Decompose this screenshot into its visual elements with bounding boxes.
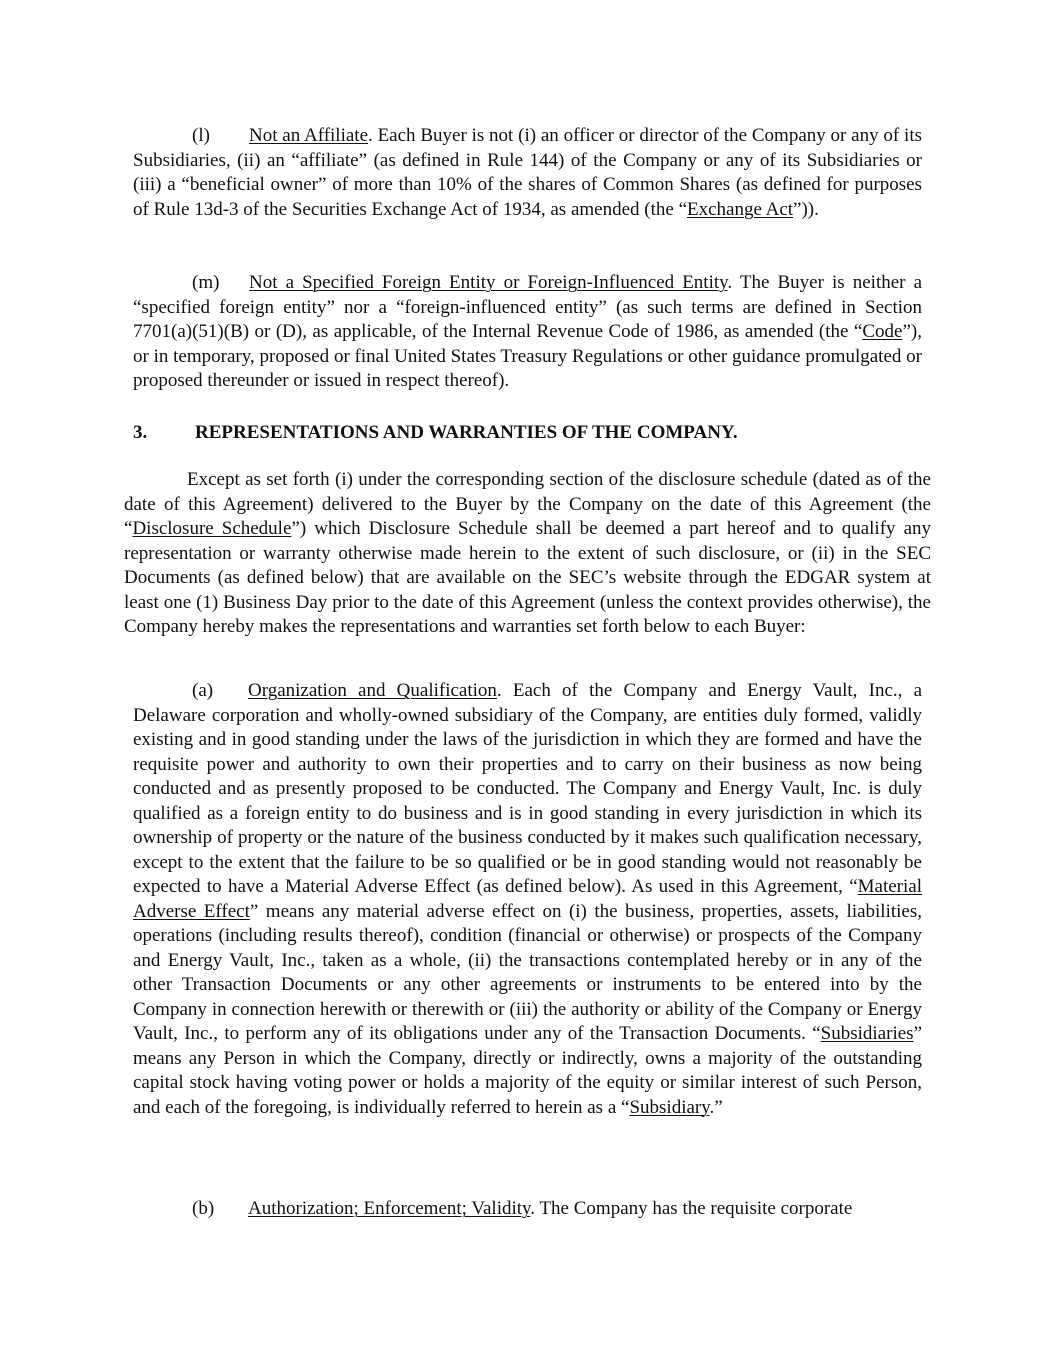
section-m-defined-term: Code [862,321,903,342]
section-m-heading: Not a Specified Foreign Entity or Foreign-Influenced Entity [249,272,728,293]
section-m-number: (m) [192,272,220,293]
section-l-text-2: ”)). [793,198,819,220]
intro-paragraph [124,468,931,640]
section-l-text-1: . Each Buyer is not (i) an officer or director of the Company or any of its Subsidiaries, (ii) an “affiliate” (as defined in Rule 144) of the Company or any of its Subsidiaries or (iii) a “beneficial owner” of more than 10% of the shares of Common Shares (as defined for purposes of Rule 13d-3 of the Securities Exchange Act of 1934, as amended (the “ [133,125,923,220]
section-b-text-1: . The Company has the requisite corporate [530,1198,853,1219]
section-l-number: (l) [192,125,210,146]
section-a-defined-term-2: Subsidiaries [820,1023,914,1044]
section-a-text-4: .” [709,1096,723,1118]
section-b-heading: Authorization; Enforcement; Validity [248,1198,531,1219]
section-m-text-2: ”), or in temporary, proposed or final United States Treasury Regulations or other guidance promulgated or proposed thereunder or issued in respect thereof). [133,321,922,391]
section-a-text-1: . Each of the Company and Energy Vault, Inc., a Delaware corporation and wholly-owned subsidiary of the Company, are entities duly formed, validly existing and in good standing under the laws of the jurisdiction in which they are formed and have the requisite power and authority to own their properties and to carry on their business as now being conducted and as presently proposed to be conducted. The Company and Energy Vault, Inc. is duly qualified as a foreign entity to do business and is in good standing in every jurisdiction in which its ownership of property or the nature of the business conducted by it makes such qualification necessary, except to the extent that the failure to be so qualified or be in good standing would not reasonably be expected to have a Material Adverse Effect (as defined below). As used in this Agreement, “ [133,680,923,897]
section-a-heading: Organization and Qualification [248,680,497,701]
section-m-text-1: . The Buyer is neither a “specified foreign entity” nor a “foreign-influenced entity” (as such terms are defined in Section 7701(a)(51)(B) or (D), as applicable, of the Internal Revenue Code of 1986, as amended (the “ [133,272,922,342]
intro-text-2: ”) which Disclosure Schedule shall be deemed a part hereof and to qualify any representation or warranty otherwise made herein to the extent of such disclosure, or (ii) in the SEC Documents (as defined below) that are available on the SEC’s website through the EDGAR system at least one (1) Business Day prior to the date of this Agreement (unless the context provides otherwise), the Company hereby makes the representations and warranties set forth below to each Buyer: [124,518,932,637]
section-l-paragraph [133,124,922,222]
section-a-paragraph [133,679,922,1120]
section-m-paragraph [133,271,922,394]
section-a-number: (a) [192,680,214,701]
intro-defined-term: Disclosure Schedule [132,518,292,539]
section-l-heading: Not an Affiliate [249,125,369,146]
section-b-number: (b) [192,1198,215,1219]
section-a-defined-term-1: Material Adverse Effect [133,876,922,922]
section-a-text-2: ” means any material adverse effect on (i) the business, properties, assets, liabilities, operations (including results thereof), condition (financial or otherwise) or prospects of the Company and Energy Vault, Inc., taken as a whole, (ii) the transactions contemplated hereby or in any of the other Transaction Documents or any other agreements or instruments to be entered into by the Company in connection herewith or therewith or (iii) the authority or ability of the Company or Energy Vault, Inc., to perform any of its obligations under any of the Transaction Documents. “ [133,900,922,1044]
section-a-defined-term-3: Subsidiary [629,1096,710,1118]
section-3-title: REPRESENTATIONS AND WARRANTIES OF THE COMPANY. [195,422,738,443]
section-a-text-3: ” means any Person in which the Company, directly or indirectly, owns a majority of the outstanding capital stock having voting power or holds a majority of the equity or similar interest of such Person, and each of the foregoing, is individually referred to herein as a “ [133,1023,922,1118]
section-b-paragraph [133,1197,922,1222]
section-3-number: 3. [133,422,148,443]
section-l-defined-term: Exchange Act [687,198,794,220]
intro-text-1: Except as set forth (i) under the corresponding section of the disclosure schedule (dated as of the date of this Agreement) delivered to the Buyer by the Company on the date of this Agreement (the “ [124,469,931,539]
section-3-heading [133,421,922,446]
